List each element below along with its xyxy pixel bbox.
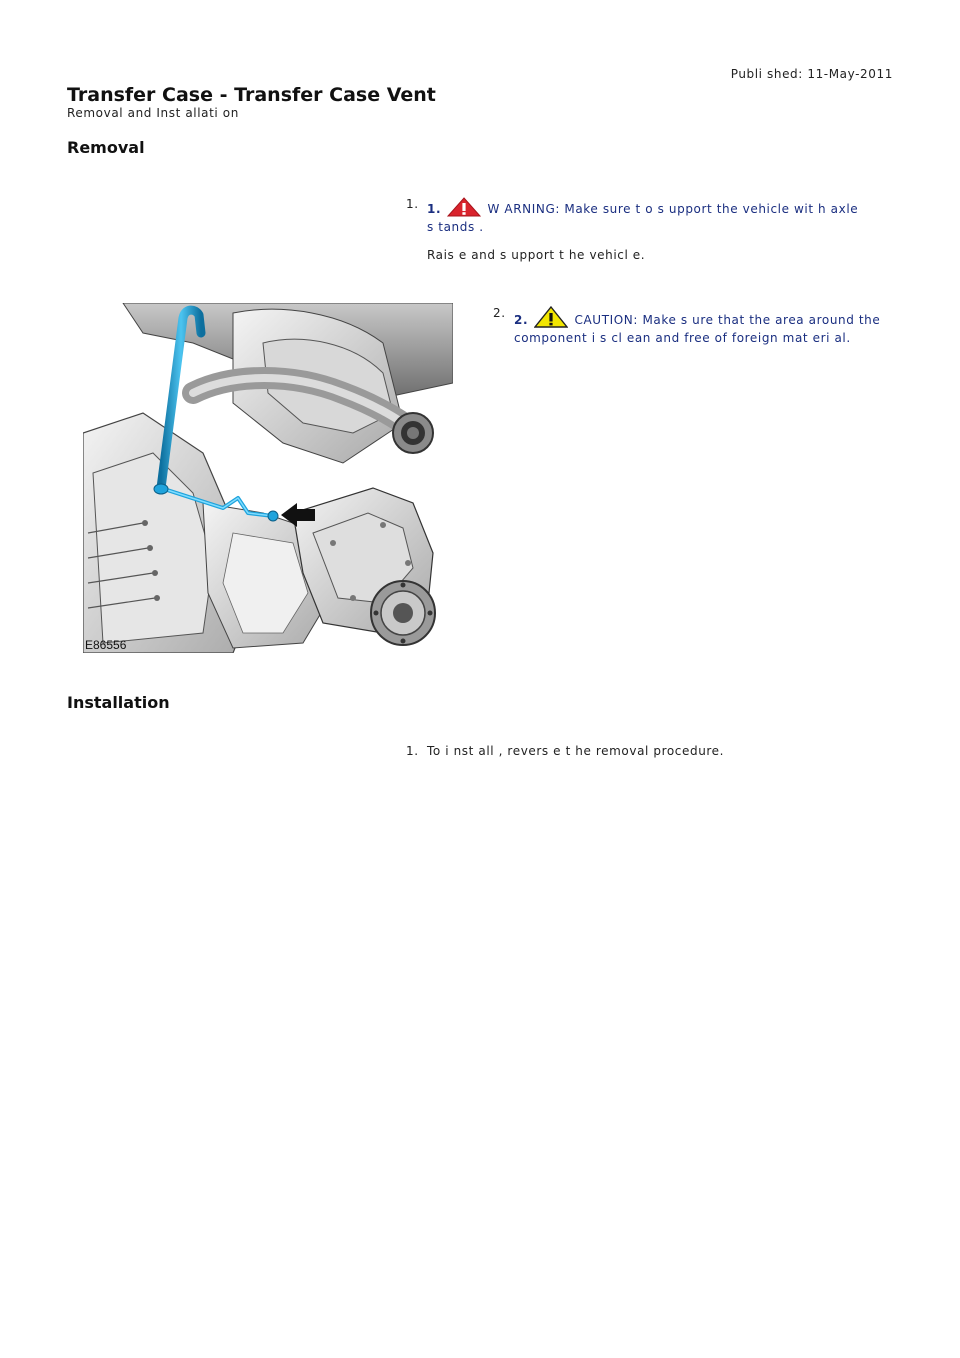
removal-step-1-warning (427, 197, 867, 234)
removal-step-1-text-line1: W ARNING: Make sure t o s upport the vehicle wit h axle (483, 202, 859, 216)
figure-id-label: E86556 (85, 638, 127, 652)
removal-step-2-number: 2. (493, 306, 506, 320)
installation-step-1-number: 1. (406, 744, 419, 758)
removal-step-1-detail: Rais e and s upport t he vehicl e. (427, 248, 646, 262)
removal-step-2-caution (514, 306, 894, 345)
removal-step-2 (493, 306, 894, 345)
removal-step-2-text-line2: component i s cl ean and free of foreign mat eri al. (514, 331, 851, 345)
installation-step-1-text: To i nst all , revers e t he removal procedure. (427, 744, 725, 758)
warning-icon (447, 197, 481, 220)
published-date: Publi shed: 11-May-2011 (730, 67, 893, 81)
page-subtitle: Removal and Inst allati on (67, 106, 239, 120)
removal-step-1-number: 1. (406, 197, 419, 211)
installation-step-1 (406, 744, 867, 758)
removal-step-2-text-line1: CAUTION: Make s ure that the area around the (570, 313, 881, 327)
removal-step-1-text-line2: s tands . (427, 220, 484, 234)
page-title: Transfer Case - Transfer Case Vent (67, 84, 436, 106)
transfer-case-vent-illustration (83, 303, 453, 653)
removal-step-1-label: 1. (427, 202, 442, 216)
installation-heading: Installation (67, 693, 170, 712)
caution-icon (534, 306, 568, 331)
removal-heading: Removal (67, 138, 145, 157)
removal-step-1 (406, 197, 867, 262)
removal-step-2-label: 2. (514, 313, 529, 327)
